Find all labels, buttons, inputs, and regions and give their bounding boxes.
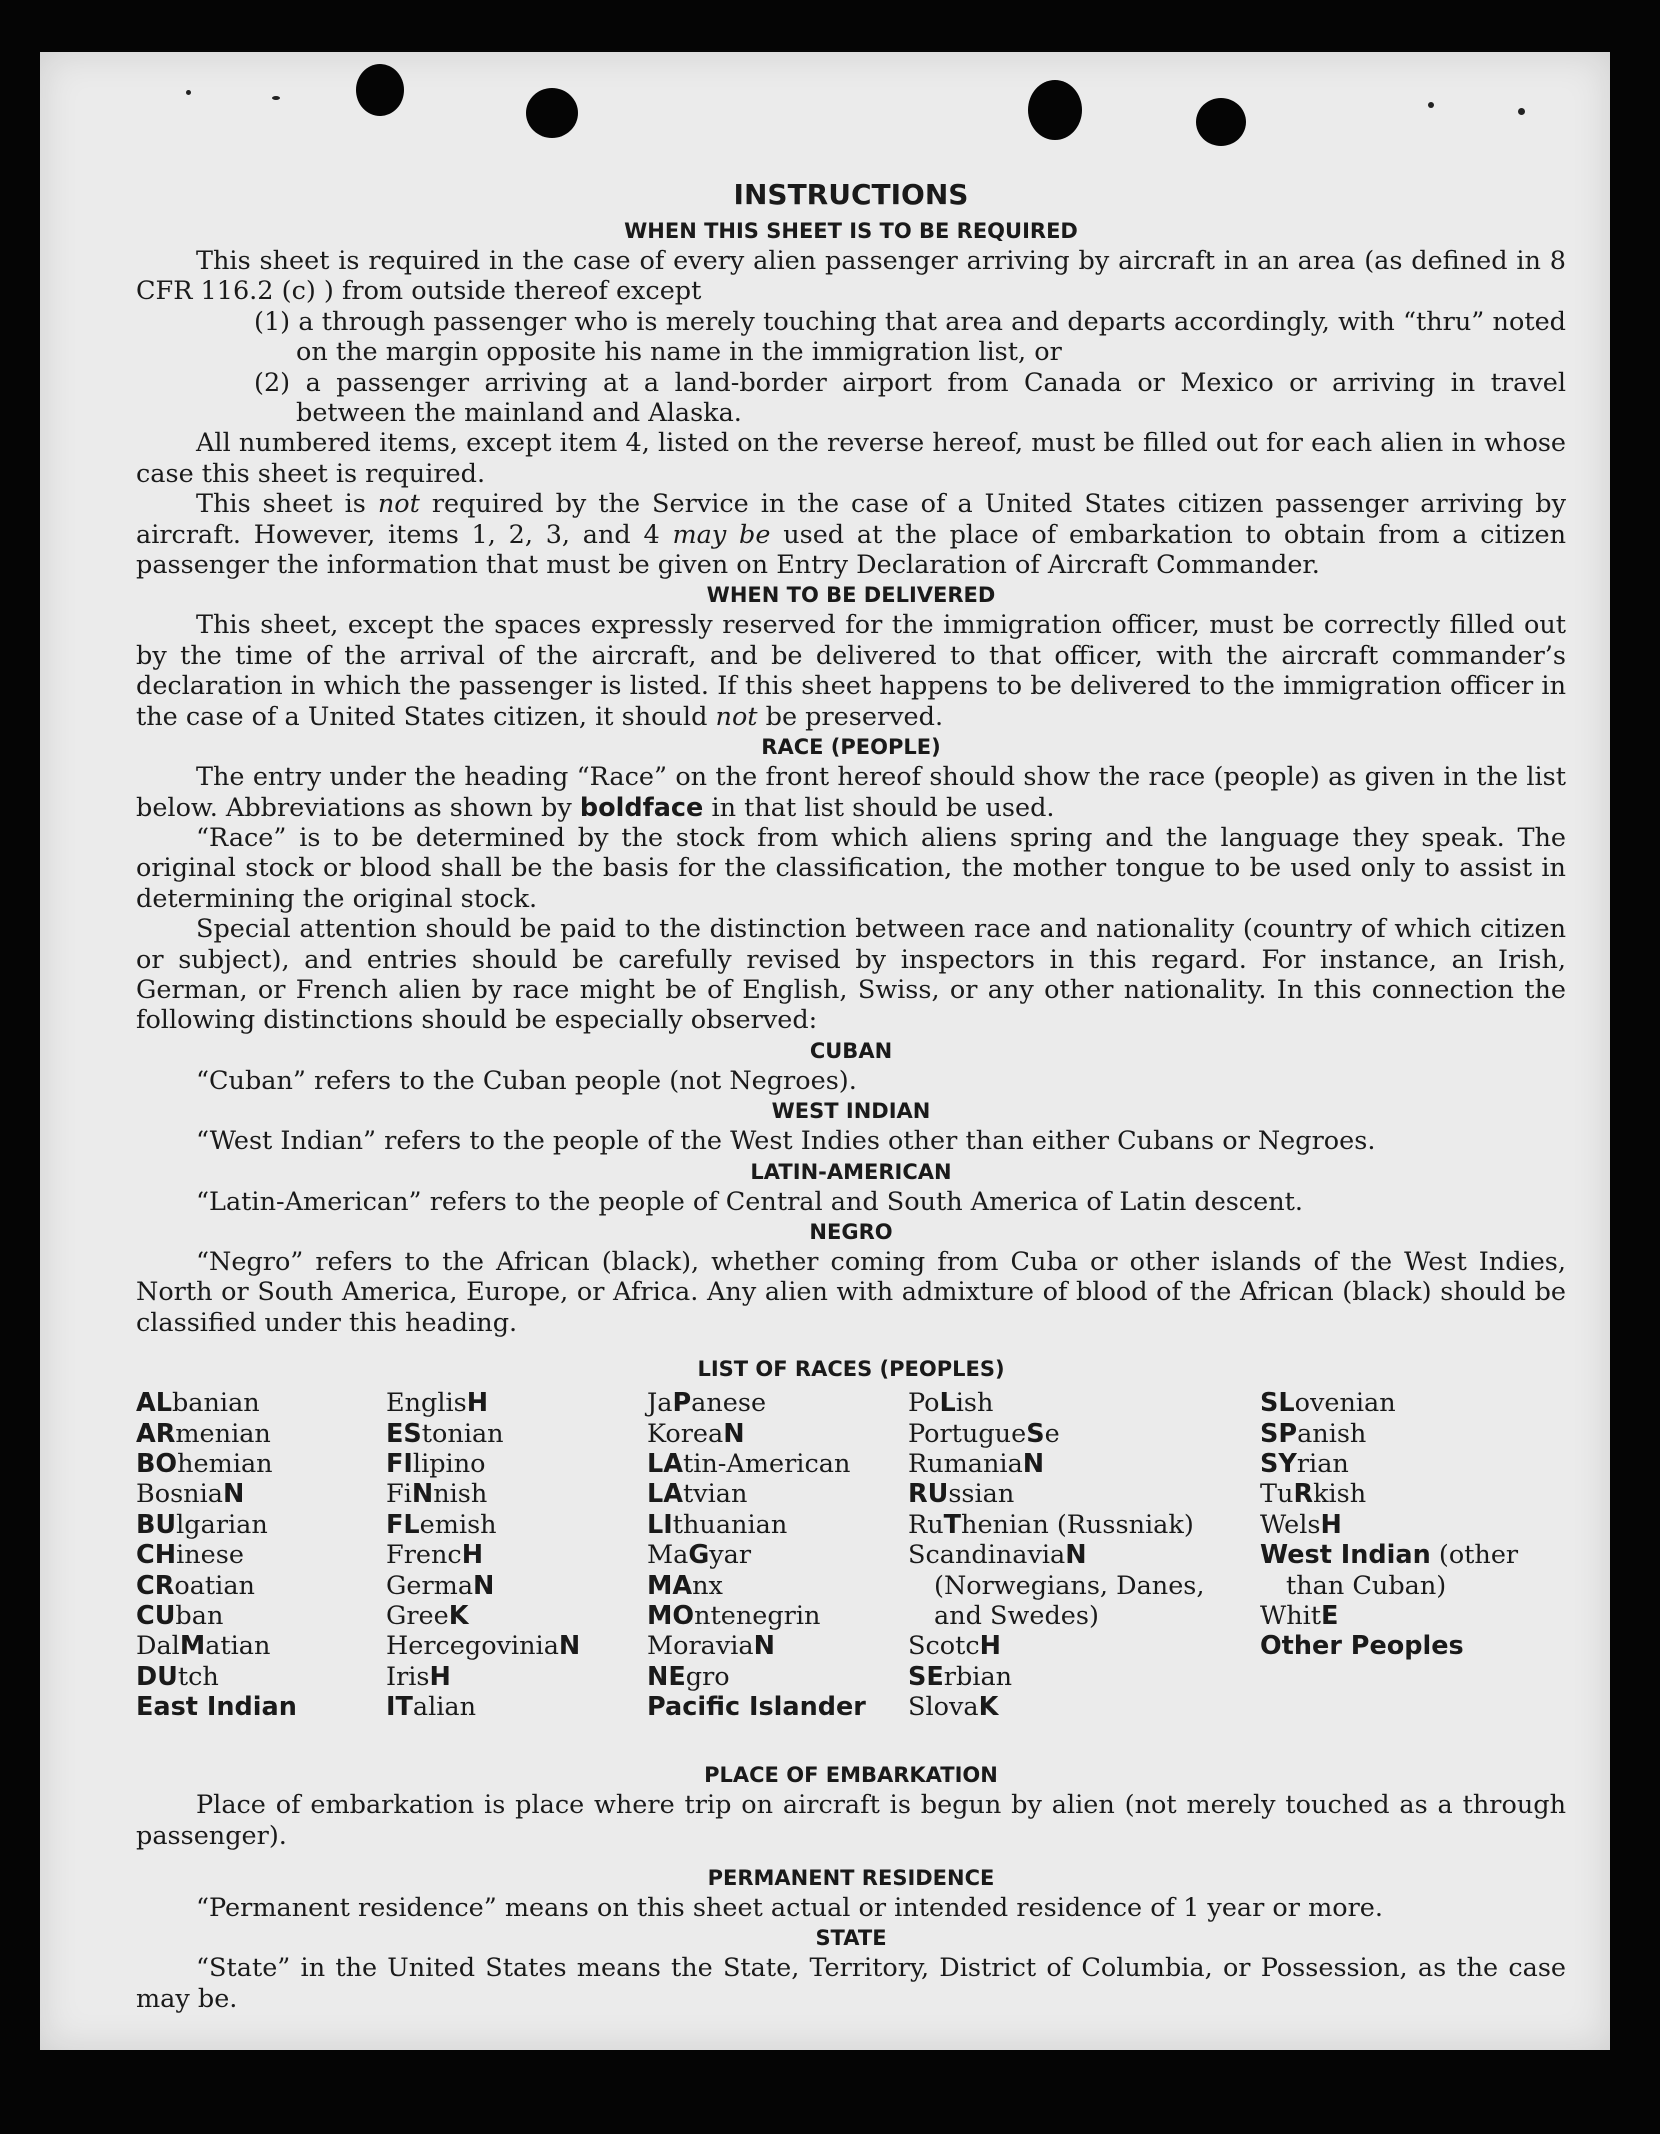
race-name-part: Frenc — [386, 1540, 462, 1571]
paragraph: The entry under the heading “Race” on the front hereof should show the race (people) as given in the list below. Abbreviations as shown by boldface in that list should be used. — [136, 762, 1566, 823]
paragraph: “Negro” refers to the African (black), whether coming from Cuba or other islands of the West Indies, North or South America, Europe, or Africa. Any alien with admixture of blood of the African (black) should be classified under this heading. — [136, 1246, 1566, 1338]
race-name-part: Wels — [1260, 1509, 1321, 1540]
section-heading-embarkation: PLACE OF EMBARKATION — [704, 1763, 998, 1788]
race-entry — [136, 1510, 376, 1540]
race-entry — [908, 1479, 1208, 1509]
races-column-1 — [136, 1388, 376, 1722]
race-name-part: kish — [1313, 1479, 1367, 1510]
race-entry — [1260, 1388, 1560, 1418]
speck — [1518, 108, 1525, 115]
race-abbreviation: T — [943, 1509, 962, 1540]
paragraph: “Permanent residence” means on this sheet actual or intended residence of 1 year or more. — [196, 1893, 1383, 1923]
race-name-part: emish — [419, 1509, 497, 1540]
race-name-part: atian — [205, 1631, 271, 1662]
speck — [1428, 102, 1434, 108]
race-name-part: Germa — [386, 1570, 474, 1601]
document-page — [40, 52, 1610, 2050]
race-abbreviation: FI — [386, 1449, 413, 1479]
race-name-part: rian — [1296, 1449, 1349, 1479]
list-item: (2) a passenger arriving at a land-border airport from Canada or Mexico or arriving in travel between the mainland and Alaska. — [254, 367, 1566, 429]
race-entry — [386, 1631, 636, 1661]
race-abbreviation: MO — [647, 1601, 695, 1632]
race-name-part: (Norwegians, Danes, and Swedes) — [934, 1570, 1205, 1632]
race-name-part: oatian — [174, 1570, 255, 1601]
race-entry — [647, 1692, 902, 1722]
race-name-part: thuanian — [672, 1509, 788, 1540]
section-heading-state: STATE — [815, 1926, 887, 1951]
race-abbreviation: AL — [136, 1388, 172, 1419]
race-entry — [386, 1388, 636, 1418]
race-entry — [386, 1479, 636, 1509]
race-name-part: Portugue — [908, 1418, 1027, 1449]
race-name-part: Englis — [386, 1388, 467, 1419]
section-heading-west-indian: WEST INDIAN — [771, 1099, 931, 1124]
race-abbreviation: P — [672, 1388, 692, 1419]
race-abbreviation: N — [222, 1479, 245, 1510]
race-abbreviation: SL — [1260, 1388, 1295, 1419]
race-name-part: Iris — [386, 1661, 430, 1692]
race-entry — [908, 1692, 1208, 1722]
race-abbreviation: AR — [136, 1418, 176, 1449]
race-entry — [136, 1479, 376, 1509]
race-name-part: Gree — [386, 1601, 449, 1632]
race-entry — [386, 1419, 636, 1449]
race-name-part: ovenian — [1294, 1388, 1396, 1419]
race-abbreviation: IT — [386, 1692, 413, 1723]
race-abbreviation: CU — [136, 1601, 176, 1632]
page-title: INSTRUCTIONS — [733, 178, 969, 211]
race-abbreviation: N — [753, 1631, 775, 1662]
paragraph: Special attention should be paid to the distinction between race and nationality (country of which citizen or subject), and entries should be carefully revised by inspectors in this regard. For instance, an Irish, German, or French alien by race might be of English, Swiss, or any other nationality. In this connection the following distinctions should be especially observed: — [136, 914, 1566, 1036]
race-name-part: Scotc — [908, 1631, 980, 1662]
race-name-part: Ru — [908, 1509, 944, 1540]
race-abbreviation: H — [466, 1388, 489, 1419]
race-name-part: ssian — [948, 1479, 1015, 1510]
race-entry — [647, 1419, 902, 1449]
section-heading-negro: NEGRO — [809, 1219, 893, 1244]
race-name-part: tvian — [682, 1479, 748, 1510]
race-name-part: nx — [692, 1570, 723, 1601]
race-entry — [136, 1571, 376, 1601]
race-entry — [647, 1449, 902, 1479]
paragraph: This sheet, except the spaces expressly reserved for the immigration officer, must be correctly filled out by the time of the arrival of the aircraft, and be delivered to that officer, with the aircraft commander’s declaration in which the passenger is listed. If this sheet happens to be delivered to the immigration officer in the case of a United States citizen, it should not be preserved. — [136, 610, 1566, 732]
punch-hole — [1028, 80, 1082, 140]
race-abbreviation: LA — [647, 1449, 683, 1479]
race-name-part: yar — [709, 1540, 752, 1571]
race-entry — [1260, 1479, 1560, 1509]
race-entry — [647, 1601, 902, 1631]
race-entry — [136, 1662, 376, 1692]
race-name-part: lipino — [412, 1449, 486, 1479]
race-name-part: Slova — [908, 1692, 979, 1723]
races-column-5 — [1260, 1388, 1560, 1662]
race-entry — [908, 1540, 1208, 1631]
section-heading-required: WHEN THIS SHEET IS TO BE REQUIRED — [624, 219, 1078, 243]
race-entry — [386, 1540, 636, 1570]
race-abbreviation: MA — [647, 1570, 693, 1601]
race-entry — [647, 1388, 902, 1418]
race-entry — [136, 1540, 376, 1570]
race-name-part: tin-American — [682, 1449, 851, 1479]
race-abbreviation: West Indian — [1260, 1540, 1431, 1571]
race-abbreviation: RU — [908, 1479, 949, 1510]
race-abbreviation: NE — [647, 1661, 686, 1692]
race-name-part: Korea — [647, 1418, 724, 1449]
race-name-part: menian — [175, 1418, 271, 1449]
race-entry — [1260, 1510, 1560, 1540]
race-abbreviation: N — [473, 1570, 495, 1601]
race-name-part: Dal — [136, 1631, 180, 1662]
race-entry — [908, 1419, 1208, 1449]
race-abbreviation: Pacific Islander — [647, 1692, 866, 1723]
race-abbreviation: M — [179, 1631, 206, 1662]
race-entry — [386, 1601, 636, 1631]
race-entry — [1260, 1449, 1560, 1479]
race-name-part: Hercegovinia — [386, 1631, 559, 1662]
race-entry — [908, 1631, 1208, 1661]
race-name-part: Ma — [647, 1540, 689, 1571]
race-abbreviation: FL — [386, 1509, 420, 1540]
race-entry — [136, 1419, 376, 1449]
race-name-part: lgarian — [176, 1509, 268, 1540]
race-abbreviation: ES — [386, 1418, 422, 1449]
paragraph: All numbered items, except item 4, listed on the reverse hereof, must be filled out for each alien in whose case this sheet is required. — [136, 428, 1566, 489]
race-abbreviation: DU — [136, 1661, 178, 1692]
race-entry — [647, 1631, 902, 1661]
race-entry — [386, 1510, 636, 1540]
race-name-part: Fi — [386, 1479, 412, 1510]
speck — [186, 90, 191, 95]
race-entry — [647, 1571, 902, 1601]
race-abbreviation: Other Peoples — [1260, 1631, 1464, 1662]
paragraph: Place of embarkation is place where trip on aircraft is begun by alien (not merely touched as a through passenger). — [136, 1790, 1566, 1851]
race-abbreviation: CH — [136, 1540, 177, 1571]
paragraph: “Cuban” refers to the Cuban people (not Negroes). — [196, 1065, 857, 1096]
punch-hole — [1196, 98, 1246, 146]
races-list — [136, 1388, 1566, 1760]
race-abbreviation: N — [558, 1631, 581, 1662]
race-name-part: ntenegrin — [694, 1601, 821, 1632]
race-name-part: henian (Russniak) — [961, 1509, 1194, 1540]
race-name-part: tch — [177, 1661, 219, 1692]
section-heading-permanent-residence: PERMANENT RESIDENCE — [707, 1866, 995, 1890]
race-entry — [1260, 1419, 1560, 1449]
race-abbreviation: SP — [1260, 1418, 1298, 1449]
race-abbreviation: CR — [136, 1570, 175, 1601]
paragraph: This sheet is required in the case of every alien passenger arriving by aircraft in an area (as defined in 8 CFR 116.2 (c) ) from outside thereof except — [136, 246, 1566, 307]
race-name-part: Tu — [1260, 1479, 1294, 1510]
race-abbreviation: K — [448, 1601, 469, 1632]
race-name-part: rbian — [943, 1661, 1013, 1692]
race-entry — [1260, 1601, 1560, 1631]
race-name-part: (other than Cuban) — [1286, 1540, 1519, 1601]
race-name-part: anish — [1297, 1418, 1367, 1449]
list-item: (1) a through passenger who is merely touching that area and departs accordingly, with “thru” noted on the margin opposite his name in the immigration list, or — [254, 306, 1566, 368]
race-abbreviation: N — [1022, 1449, 1045, 1479]
race-abbreviation: K — [978, 1692, 999, 1723]
race-abbreviation: L — [939, 1388, 956, 1419]
race-abbreviation: LA — [647, 1479, 683, 1510]
races-column-4 — [908, 1388, 1208, 1722]
race-entry — [647, 1479, 902, 1509]
race-entry — [136, 1449, 376, 1479]
race-name-part: banian — [171, 1388, 260, 1419]
race-name-part: e — [1044, 1418, 1060, 1449]
race-abbreviation: N — [411, 1479, 434, 1510]
race-abbreviation: LI — [647, 1509, 673, 1540]
race-name-part: inese — [176, 1540, 244, 1571]
race-name-part: Po — [908, 1388, 940, 1419]
race-name-part: hemian — [177, 1449, 273, 1479]
punch-hole — [356, 64, 404, 116]
instructions-text — [136, 178, 1566, 2014]
section-heading-delivered: WHEN TO BE DELIVERED — [706, 583, 996, 608]
section-heading-cuban: CUBAN — [809, 1038, 893, 1063]
race-name-part: anese — [691, 1388, 767, 1419]
race-entry — [1260, 1540, 1560, 1601]
paragraph: “Race” is to be determined by the stock from which aliens spring and the language they speak. The original stock or blood shall be the basis for the classification, the mother tongue to be used only to assist in determining the original stock. — [136, 822, 1566, 914]
race-abbreviation: East Indian — [136, 1692, 297, 1723]
race-abbreviation: BU — [136, 1509, 177, 1540]
race-entry — [908, 1449, 1208, 1479]
race-abbreviation: R — [1293, 1479, 1314, 1510]
race-entry — [908, 1388, 1208, 1418]
race-name-part: ish — [955, 1388, 994, 1419]
race-entry — [908, 1662, 1208, 1692]
race-abbreviation: BO — [136, 1449, 178, 1479]
race-abbreviation: N — [1065, 1540, 1087, 1571]
race-entry — [136, 1388, 376, 1418]
race-entry — [386, 1449, 636, 1479]
races-column-3 — [647, 1388, 902, 1722]
race-name-part: Bosnia — [136, 1479, 223, 1510]
race-name-part: alian — [412, 1692, 477, 1723]
race-abbreviation: SE — [908, 1661, 944, 1692]
race-abbreviation: N — [723, 1418, 745, 1449]
speck — [272, 96, 280, 100]
paragraph: “West Indian” refers to the people of the West Indies other than either Cubans or Negroes. — [196, 1126, 1376, 1157]
race-name-part: tonian — [421, 1418, 504, 1449]
race-entry — [386, 1692, 636, 1722]
race-abbreviation: E — [1321, 1601, 1339, 1632]
paragraph: “State” in the United States means the State, Territory, District of Columbia, or Possession, as the case may be. — [136, 1953, 1566, 2014]
race-name-part: gro — [685, 1661, 730, 1692]
race-abbreviation: G — [688, 1540, 710, 1571]
race-entry — [647, 1540, 902, 1570]
race-entry — [136, 1692, 376, 1722]
race-entry — [386, 1662, 636, 1692]
race-abbreviation: SY — [1260, 1449, 1297, 1479]
races-column-2 — [386, 1388, 636, 1722]
punch-hole — [526, 88, 578, 138]
race-entry — [647, 1662, 902, 1692]
race-name-part: Moravia — [647, 1631, 754, 1662]
race-name-part: nish — [433, 1479, 488, 1510]
race-abbreviation: H — [1320, 1509, 1342, 1540]
race-abbreviation: H — [461, 1540, 484, 1571]
race-entry — [386, 1571, 636, 1601]
race-abbreviation: H — [429, 1661, 451, 1692]
race-entry — [136, 1601, 376, 1631]
race-entry — [136, 1631, 376, 1661]
race-entry — [908, 1510, 1208, 1540]
race-name-part: Whit — [1260, 1601, 1322, 1632]
race-abbreviation: H — [979, 1631, 1001, 1662]
race-entry — [647, 1510, 902, 1540]
section-heading-latin-american: LATIN-AMERICAN — [750, 1159, 952, 1184]
race-entry — [1260, 1631, 1560, 1661]
race-name-part: ban — [175, 1601, 224, 1632]
race-name-part: Ja — [647, 1388, 673, 1419]
paragraph: “Latin-American” refers to the people of Central and South America of Latin descent. — [196, 1186, 1304, 1217]
race-name-part: Scandinavia — [908, 1540, 1066, 1571]
section-heading-race: RACE (PEOPLE) — [761, 735, 941, 760]
race-name-part: Rumania — [908, 1449, 1023, 1479]
section-heading-races-list: LIST OF RACES (PEOPLES) — [697, 1357, 1005, 1382]
paragraph: This sheet is not required by the Service in the case of a United States citizen passenger arriving by aircraft. However, items 1, 2, 3, and 4 may be used at the place of embarkation to obtain from a citizen passenger the information that must be given on Entry Declaration of Aircraft Commander. — [136, 489, 1567, 581]
race-abbreviation: S — [1026, 1418, 1045, 1449]
